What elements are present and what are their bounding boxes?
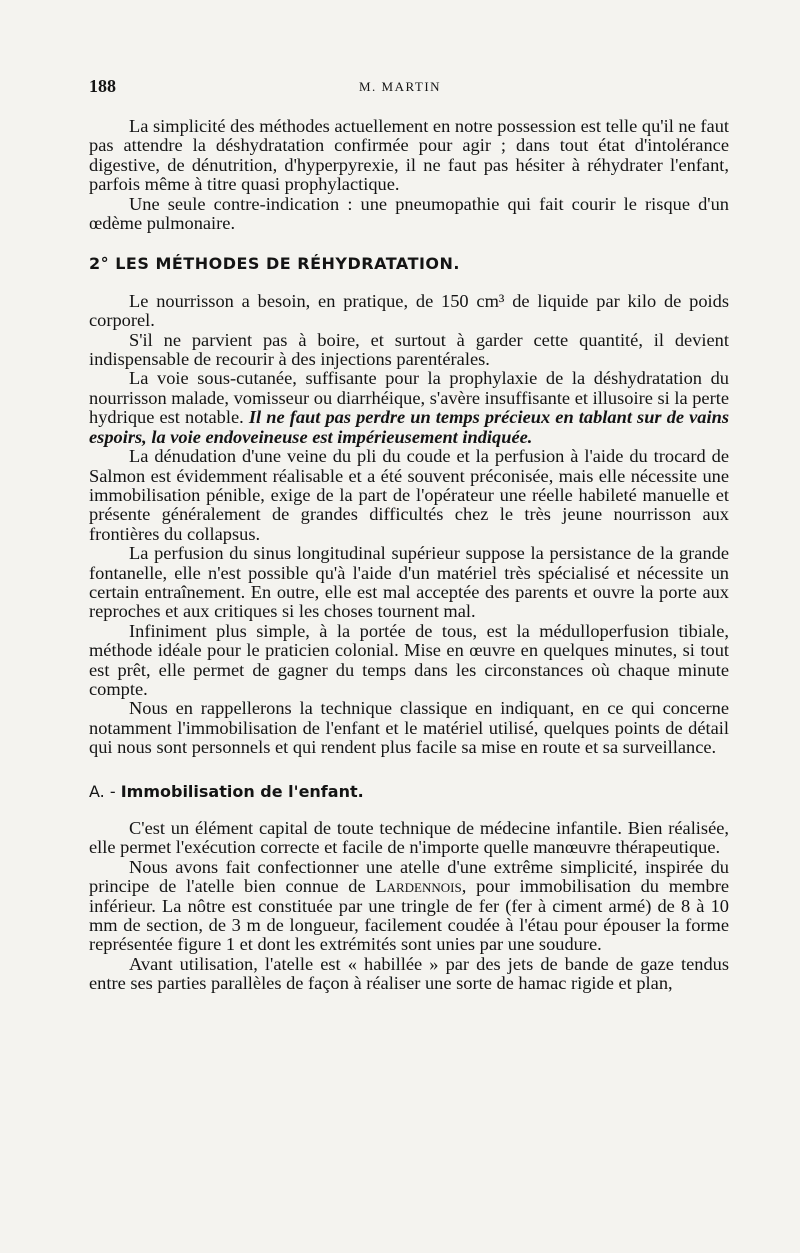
paragraph: La perfusion du sinus longitudinal supérieur suppose la persistance de la grande fontanelle, elle n'est possible qu'à l'aide d'un matériel très spécialisé et nécessite un certain entraînement. En outre, elle est mal acceptée des parents et ouvre la porte aux reproches et aux critiques si les choses tournent mal. [89, 543, 729, 622]
paragraph-text: Nous avons fait confectionner une atelle d'une extrême simplicité, inspirée du principe de l'atelle bien connue de [89, 856, 729, 897]
page-header [89, 76, 729, 100]
paragraph [89, 858, 729, 955]
subsection-title: Immobilisation de l'enfant. [120, 781, 364, 801]
author-name: Lardennois [375, 876, 462, 897]
page-body [89, 117, 729, 994]
subsection-heading [89, 782, 729, 801]
paragraph: Nous en rappellerons la technique classique en indiquant, en ce qui concerne notamment l'immobilisation de l'enfant et le matériel utilisé, quelques points de détail qui nous sont personnels et qui rendent plus facile sa mise en route et sa surveillance. [89, 698, 729, 758]
paragraph: Une seule contre-indication : une pneumopathie qui fait courir le risque d'un œdème pulmonaire. [89, 193, 729, 234]
paragraph [89, 369, 729, 447]
section-number: 2° [89, 254, 110, 274]
section-title: LES MÉTHODES DE RÉHYDRATATION. [115, 254, 460, 274]
section-heading [89, 254, 729, 273]
paragraph: Le nourrisson a besoin, en pratique, de 150 cm³ de liquide par kilo de poids corporel. [89, 290, 729, 331]
page-number: 188 [89, 76, 116, 96]
paragraph: La dénudation d'une veine du pli du coude et la perfusion à l'aide du trocard de Salmon est évidemment réalisable et a été souvent préconisée, mais elle nécessite une immobilisation pénible, exige de la part de l'opérateur une réelle habileté manuelle et présente généralement de grandes difficultés chez le très jeune nourrisson aux frontières du collapsus. [89, 446, 729, 544]
subsection-letter: A. - [89, 781, 116, 801]
running-head: M. MARTIN [359, 79, 442, 94]
paragraph-text: , pour immobilisation du membre inférieur. La nôtre est constituée par une tringle de fer (fer à ciment armé) de 8 à 10 mm de section, de 3 m de longueur, facilement coudée à l'étau pour épouser la forme représentée figure 1 et dont les extrémités sont unies par une soudure. [89, 876, 729, 955]
paragraph: Infiniment plus simple, à la portée de tous, est la médulloperfusion tibiale, méthode idéale pour le praticien colonial. Mise en œuvre en quelques minutes, si tout est prêt, elle permet de gagner du temps dans les circonstances où chaque minute compte. [89, 620, 729, 699]
paragraph: C'est un élément capital de toute technique de médecine infantile. Bien réalisée, elle permet l'exécution correcte et facile de n'importe quelle manœuvre thérapeutique. [89, 818, 729, 858]
paragraph: La simplicité des méthodes actuellement en notre possession est telle qu'il ne faut pas attendre la déshydratation confirmée pour agir ; dans tout état d'intolérance digestive, de dénutrition, d'hyperpyrexie, il ne faut pas hésiter à réhydrater l'enfant, parfois même à titre quasi prophylactique. [89, 116, 729, 195]
paragraph-text: La voie sous-cutanée, suffisante pour la prophylaxie de la déshydratation du nourrisson malade, vomisseur ou diarrhéique, s'avère insuffisante et illusoire si la perte hydrique est notable. [89, 368, 729, 428]
emphasized-text: Il ne faut pas perdre un temps précieux en tablant sur de vains espoirs, la voie endoveineuse est impérieusement indiquée. [89, 407, 730, 447]
paragraph: S'il ne parvient pas à boire, et surtout à garder cette quantité, il devient indispensable de recourir à des injections parentérales. [89, 329, 729, 370]
paragraph: Avant utilisation, l'atelle est « habillée » par des jets de bande de gaze tendus entre ses parties parallèles de façon à réaliser une sorte de hamac rigide et plan, [89, 953, 729, 994]
